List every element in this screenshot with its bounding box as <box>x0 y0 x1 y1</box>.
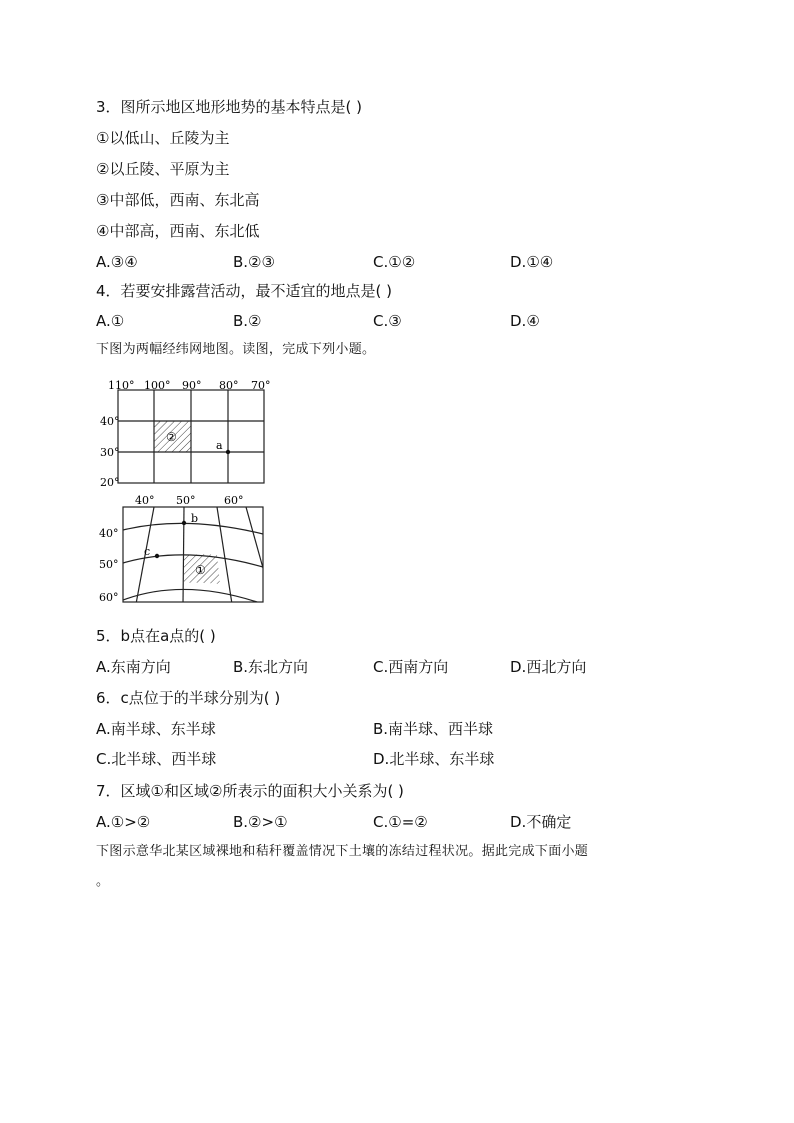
region-2-label: ② <box>166 430 177 444</box>
question-3-option-b[interactable]: B.②③ <box>233 253 275 271</box>
question-7-stem: 7．区域①和区域②所表示的面积大小关系为( ) <box>96 782 404 800</box>
point-a-label: a <box>216 439 223 452</box>
frozen-soil-intro-line-1: 下图示意华北某区域裸地和秸秆覆盖情况下土壤的冻结过程状况。据此完成下面小题 <box>96 844 589 859</box>
question-6-option-b[interactable]: B.南半球、西半球 <box>373 720 494 738</box>
bottom-lat-label-60: 60° <box>99 591 119 604</box>
frozen-soil-intro-line-2: 。 <box>96 874 110 889</box>
top-lat-label-20: 20° <box>100 476 120 489</box>
question-3-statement-3: ③中部低，西南、东北高 <box>96 191 260 209</box>
point-a-marker <box>226 450 230 454</box>
question-4-option-b[interactable]: B.② <box>233 312 262 330</box>
bottom-lat-label-50: 50° <box>99 558 119 571</box>
bottom-lat-label-40: 40° <box>99 527 119 540</box>
top-lon-label-80: 80° <box>219 379 239 392</box>
top-lat-label-40: 40° <box>100 415 120 428</box>
question-5-option-a[interactable]: A.东南方向 <box>96 658 171 676</box>
question-7-option-a[interactable]: A.①>② <box>96 813 151 831</box>
bottom-lon-label-40: 40° <box>135 494 155 507</box>
point-c-marker <box>155 554 159 558</box>
point-c-label: c <box>144 545 151 558</box>
question-6-option-c[interactable]: C.北半球、西半球 <box>96 750 217 768</box>
question-3-option-a[interactable]: A.③④ <box>96 253 138 271</box>
question-5-option-c[interactable]: C.西南方向 <box>373 658 449 676</box>
point-b-marker <box>182 521 186 525</box>
question-3-statement-4: ④中部高，西南、东北低 <box>96 222 260 240</box>
top-lon-label-110: 110° <box>108 379 135 392</box>
top-lat-label-30: 30° <box>100 446 120 459</box>
question-6-option-a[interactable]: A.南半球、东半球 <box>96 720 216 738</box>
question-6-stem: 6．c点位于的半球分别为( ) <box>96 689 281 707</box>
question-5-stem: 5．b点在a点的( ) <box>96 627 216 645</box>
graticule-figure <box>96 372 276 610</box>
top-map <box>100 379 271 489</box>
question-3-option-d[interactable]: D.①④ <box>510 253 554 271</box>
question-4-option-c[interactable]: C.③ <box>373 312 402 330</box>
region-1-label: ① <box>195 563 206 577</box>
question-7-option-c[interactable]: C.①=② <box>373 813 428 831</box>
bottom-map <box>99 494 273 604</box>
bottom-lon-label-50: 50° <box>176 494 196 507</box>
question-4-stem: 4．若要安排露营活动，最不适宜的地点是( ) <box>96 282 393 300</box>
question-5-option-b[interactable]: B.东北方向 <box>233 658 309 676</box>
point-b-label: b <box>191 512 199 525</box>
question-3-statement-2: ②以丘陵、平原为主 <box>96 160 230 178</box>
question-3-stem: 3．图所示地区地形地势的基本特点是( ) <box>96 98 363 116</box>
grid-maps-intro: 下图为两幅经纬网地图。读图，完成下列小题。 <box>96 342 376 357</box>
question-7-option-d[interactable]: D.不确定 <box>510 813 572 831</box>
top-lon-label-70: 70° <box>251 379 271 392</box>
question-4-option-d[interactable]: D.④ <box>510 312 540 330</box>
top-lon-label-90: 90° <box>182 379 202 392</box>
question-6-option-d[interactable]: D.北半球、东半球 <box>373 750 495 768</box>
top-lon-label-100: 100° <box>144 379 171 392</box>
bottom-lon-label-60: 60° <box>224 494 244 507</box>
question-5-option-d[interactable]: D.西北方向 <box>510 658 587 676</box>
question-3-option-c[interactable]: C.①② <box>373 253 416 271</box>
question-3-statement-1: ①以低山、丘陵为主 <box>96 129 230 147</box>
question-4-option-a[interactable]: A.① <box>96 312 125 330</box>
question-7-option-b[interactable]: B.②>① <box>233 813 288 831</box>
